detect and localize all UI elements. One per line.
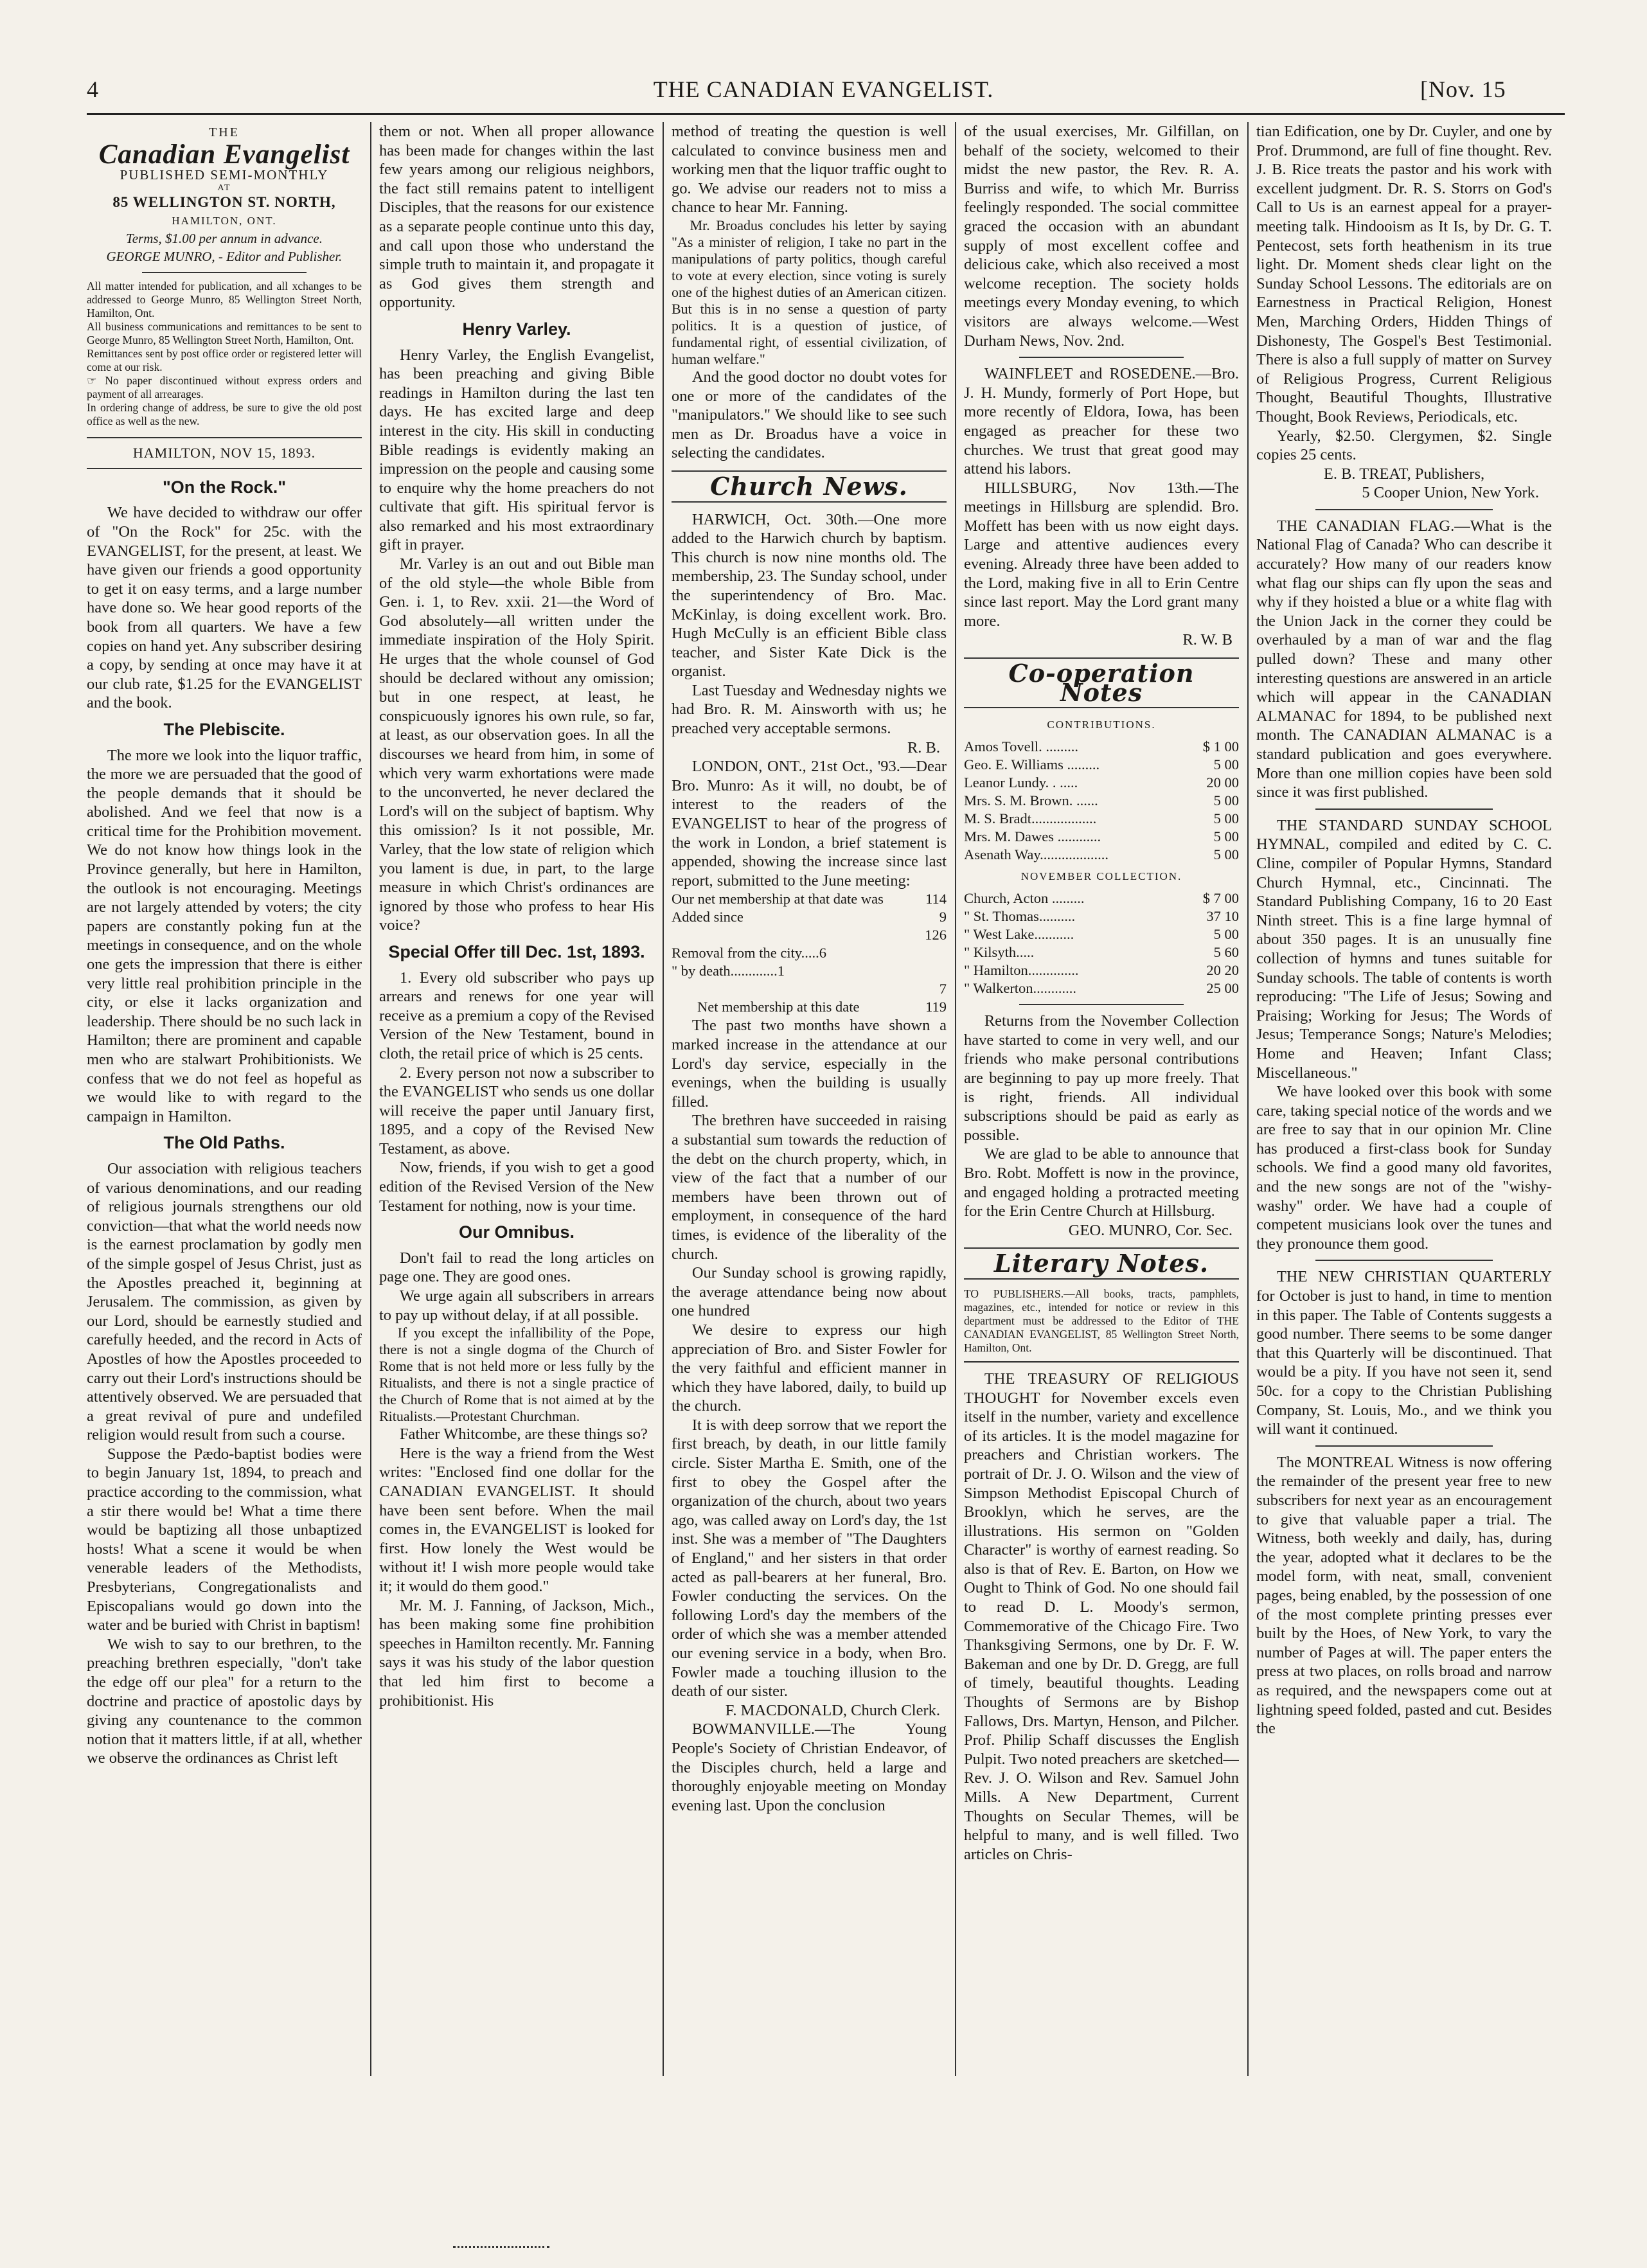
- table-row: [964, 738, 1239, 756]
- masthead-frequency: PUBLISHED SEMI-MONTHLY: [120, 167, 329, 183]
- table-row: [964, 792, 1239, 810]
- heading-special-offer: Special Offer till Dec. 1st, 1893.: [388, 942, 645, 961]
- heading-plebiscite: The Plebiscite.: [163, 719, 285, 739]
- newspaper-title: THE CANADIAN EVANGELIST.: [653, 76, 994, 102]
- article-text: THE CANADIAN FLAG.—What is the National Flag of Canada? Who can describe it accurately? How many of our readers know what flag our ships can fly upon the seas and why if they hoisted a blue or a white flag with the Union Jack in the corner they could be overhauled by a man of war and the flag pulled down? These and many other interesting questions are answered in an article which will appear in the CANADIAN ALMANAC for 1894, to be published next month. The CANADIAN ALMANAC is a standard publication and goes everywhere. More than one million copies have been sold since it was first published.: [1256, 517, 1552, 801]
- row-label: Added since: [672, 909, 743, 925]
- article-text: Yearly, $2.50. Clergymen, $2. Single copies 25 cents.: [1256, 427, 1552, 464]
- article-text: Mr. Broadus concludes his letter by saying "As a minister of religion, I take no part in the manipulations of party politics, though careful to vote at every election, since voting is surely one of the highest duties of an American citizen. But this is in no sense a question of party politics. It is a question of justice, of fundamental right, of essential civilization, of human welfare.": [672, 217, 947, 367]
- row-value: 9: [939, 909, 947, 925]
- masthead-at: AT: [217, 183, 231, 193]
- article-text: method of treating the question is well calculated to convince business men and working men that the liquor traffic ought to go. We advise our readers not to miss a chance to hear Mr. Fanning.: [672, 123, 947, 217]
- column-3: [672, 122, 947, 2089]
- article-text: Here is the way a friend from the West writes: "Enclosed find one dollar for the CANADIAN EVANGELIST. It should have been sent before. When the mail comes in, the EVANGELIST is looked for first. How lonely the West would be without it! I wish more people would take it; it would do them good.": [379, 1444, 654, 1595]
- table-row: [672, 908, 947, 926]
- table-row: [964, 961, 1239, 979]
- column-4: [964, 122, 1239, 2089]
- heading-henry-varley: Henry Varley.: [462, 319, 571, 339]
- masthead-name: Canadian Evangelist: [98, 139, 350, 170]
- article-text: Our association with religious teachers of various denominations, and our reading of religious journals strengthens our old conviction—that what the world needs now is the earnest proclamation by godly men of the simple gospel of Jesus Christ, just as the Apostles preached it, beginning at Jerusalem. The commission, as given by our Lord, should be earnestly studied and carefully heeded, and the record in Acts of Apostles of how the Apostles proceeded to carry out their Lord's instructions should be attentively observed. We are persuaded that a great revival of pure and undefiled religion would result from such a course.: [87, 1159, 362, 1444]
- article-text: Our Sunday school is growing rapidly, the average attendance being now about one hundred: [672, 1264, 947, 1320]
- notice-text: In ordering change of address, be sure to give the old post office as well as the new.: [87, 401, 362, 428]
- article-text: Mr. M. J. Fanning, of Jackson, Mich., has been making some fine prohibition speeches in Hamilton recently. Mr. Fanning says it was his study of the labor question that led him first to become a prohibitionist. His: [379, 1596, 654, 1710]
- page-number: 4: [87, 76, 99, 102]
- article-text: of the usual exercises, Mr. Gilfillan, on behalf of the society, welcomed to their midst the new pastor, the Rev. R. A. Burriss and wife, to which Mr. Burriss feelingly responded. The social committee graced the occasion with an abundant supply of most excellent coffee and delicious cake, which also received a most welcome reception. The society holds meetings every Monday evening, to which visitors are always welcome.—West Durham News, Nov. 2nd.: [964, 123, 1239, 350]
- article-text: We have looked over this book with some care, taking special notice of the words and we are free to say that in our opinion Mr. Cline has produced a first-class book for Sunday schools. We find a good many old favorites, and the new songs are not of the "wishy-washy" order. We have had a couple of competent musicians look over the tunes and they pronounce them good.: [1256, 1083, 1552, 1253]
- row-label: Asenath Way...................: [964, 846, 1109, 863]
- column-2: [379, 122, 654, 2089]
- row-label: Net membership at this date: [697, 999, 860, 1015]
- dateline: HAMILTON, NOV 15, 1893.: [87, 437, 362, 469]
- row-label: Our net membership at that date was: [672, 891, 884, 907]
- article-text: them or not. When all proper allowance has been made for changes within the last few years among our religious neighbors, the fact still remains patent to intelligent Disciples, that the reasons for our existence as a separate people continue unto this day, and call upon those who understand the simple truth to maintain it, and propagate it as God gives them strength and opportunity.: [379, 123, 654, 312]
- article-text: 2. Every person not now a subscriber to the EVANGELIST who sends us one dollar will receive the paper until January first, 1895, and a copy of the Revised New Testament, as above.: [379, 1064, 654, 1157]
- column-divider: [663, 122, 664, 2076]
- article-text: If you except the infallibility of the Pope, there is not a single dogma of the Church of Rome that is not held more or less fully by the Ritualists, and there is not a single practice of the Church of Rome that is not aimed at by the Ritualists.—Protestant Churchman.: [379, 1325, 654, 1425]
- article-text: It is with deep sorrow that we report the first breach, by death, in our little family circle. Sister Martha E. Smith, one of the first to obey the Gospel after the organization of the church, about two years ago, was called away on Lord's day, the 1st inst. She was a member of "The Daughters of England," and her sisters in that order acted as pall-bearers at her funeral, Bro. Fowler conducting the services. On the following Lord's day the members of the order of which she was a member attended our evening service in a body, when Bro. Fowler made a touching illusion to the death of our sister.: [672, 1416, 947, 1701]
- article-text: WAINFLEET and ROSEDENE.—Bro. J. H. Mundy, formerly of Port Hope, but more recently of Eldora, Iowa, has been engaged as preacher for these two churches. We trust that great good may attend his labors.: [964, 365, 1239, 478]
- column-5: [1256, 122, 1552, 2089]
- table-row: [672, 890, 947, 908]
- masthead-terms: Terms, $1.00 per annum in advance.: [125, 231, 323, 247]
- divider: [1315, 1445, 1493, 1447]
- row-label: Amos Tovell. .........: [964, 738, 1079, 755]
- table-row: [964, 979, 1239, 997]
- signature: F. MACDONALD, Church Clerk.: [725, 1701, 940, 1719]
- table-row: [964, 756, 1239, 774]
- masthead-address: 85 WELLINGTON ST. NORTH,: [112, 194, 336, 211]
- column-divider: [1247, 122, 1249, 2076]
- issue-date: [Nov. 15: [1420, 76, 1506, 102]
- article-text: Henry Varley, the English Evangelist, has been preaching and giving Bible readings in Hamilton during the last ten days. He has excited large and deep interest in the city. His skill in conducting Bible readings is evidently making an impression on the people and causing some to enquire why the home preachers do not cultivate that gift. His spiritual fervor is also remarked and his most extraordinary gift in prayer.: [379, 346, 654, 554]
- table-row: [672, 962, 947, 980]
- divider: [1315, 808, 1493, 810]
- notice-text: Remittances sent by post office order or registered letter will come at our risk.: [87, 347, 362, 374]
- heading-literary-notes: Literary Notes.: [964, 1247, 1239, 1280]
- row-value: 5 00: [1213, 846, 1239, 863]
- masthead-editor: GEORGE MUNRO, - Editor and Publisher.: [106, 249, 343, 265]
- table-title: NOVEMBER COLLECTION.: [1020, 870, 1182, 883]
- row-value: 5 00: [1213, 810, 1239, 827]
- heading-on-the-rock: "On the Rock.": [162, 477, 287, 497]
- table-row: [964, 828, 1239, 846]
- article-text: Father Whitcombe, are these things so?: [399, 1425, 648, 1443]
- heading-old-paths: The Old Paths.: [163, 1133, 285, 1153]
- publisher-name: E. B. TREAT, Publishers,: [1323, 465, 1485, 483]
- article-text: LONDON, ONT., 21st Oct., '93.—Dear Bro. Munro: As it will, no doubt, be of interest to the readers of the EVANGELIST to hear of the progress of the work in London, a brief statement is appended, showing the increase since last report, submitted to the June meeting:: [672, 758, 947, 889]
- article-text: We wish to say to our brethren, to the preaching brethren especially, "don't take the edge off our plea" for a return to the doctrine and practice of apostolic days by giving any countenance to the common notion that it matters little, if at all, whether we observe the ordinances as Christ left: [87, 1635, 362, 1767]
- table-row: [672, 980, 947, 998]
- masthead-the: THE: [209, 125, 240, 139]
- column-divider: [955, 122, 956, 2076]
- article-text: We have decided to withdraw our offer of "On the Rock" for 25c. with the EVANGELIST, for the present, at least. We have given our friends a good opportunity to get it on easy terms, and a large number have done so. We hear good reports of the book from all quarters. We have a few copies on hand yet. Any subscriber desiring a copy, by sending at once may have it at our club rate, $1.25 for the EVANGELIST and the book.: [87, 504, 362, 712]
- row-label: M. S. Bradt..................: [964, 810, 1097, 827]
- notice-text: ☞ No paper discontinued without express orders and payment of all arrearages.: [87, 374, 362, 401]
- table-row: [672, 944, 947, 962]
- table-row: [964, 907, 1239, 925]
- notice-text: All business communications and remittances to be sent to George Munro, 85 Wellington Street North, Hamilton, Ont.: [87, 320, 362, 347]
- row-value: 5 00: [1213, 756, 1239, 773]
- article-text: We urge again all subscribers in arrears to pay up without delay, if at all possible.: [379, 1287, 654, 1324]
- article-text: Last Tuesday and Wednesday nights we had Bro. R. M. Ainsworth with us; he preached very acceptable sermons.: [672, 681, 947, 738]
- row-label: Mrs. M. Dawes ............: [964, 828, 1101, 845]
- row-value: 25 00: [1206, 980, 1239, 997]
- article-text: tian Edification, one by Dr. Cuyler, and one by Prof. Drummond, are full of fine thought. Rev. J. B. Rice treats the pastor and his work with excellent judgment. Dr. R. S. Storrs on God's Call to Us is an earnest appeal for a prayer-meeting talk. Hindooism as It Is, by Dr. G. T. Pentecost, sets forth heathenism in its true light. Dr. Moment sheds clear light on the Sunday School Lessons. The editorials are on Earnestness in Practical Religion, Honest Men, Marching Orders, Hidden Things of Dishonesty, The Gospel's Best Testimonial. There is also a full supply of matter on Survey of Religious Progress, Current Religious Thought, Beautiful Thoughts, Illustrative Thought, Book Reviews, Periodicals, etc.: [1256, 123, 1552, 425]
- article-text: HARWICH, Oct. 30th.—One more added to the Harwich church by baptism. This church is now nine months old. The membership, 23. The Sunday school, under the superintendency of Bro. Mac. McKinlay, is doing excellent work. Bro. Hugh McCully is an efficient Bible class teacher, and Sister Kate Dick is the organist.: [672, 510, 947, 681]
- divider: [1019, 1004, 1184, 1005]
- row-value: 5 00: [1213, 926, 1239, 943]
- column-1: [87, 122, 362, 2089]
- row-label: Leanor Lundy. . .....: [964, 774, 1078, 791]
- article-text: HILLSBURG, Nov 13th.—The meetings in Hillsburg are splendid. Bro. Moffett has been with us now eight days. Large and attentive audiences every evening. Already three have been added to the Lord, making five in all to Erin Centre since last report. May the Lord grant many more.: [964, 479, 1239, 630]
- article-text: 1. Every old subscriber who pays up arrears and renews for one year will receive as a premium a copy of the Revised Version of the New Testament, bound in cloth, the retail price of which is 25 cents.: [379, 969, 654, 1062]
- notice-text: All matter intended for publication, and all xchanges to be addressed to George Munro, 85 Wellington Street North, Hamilton, Ont.: [87, 280, 362, 320]
- heading-co-operation-notes: Co-operation Notes: [964, 657, 1239, 708]
- article-text: The past two months have shown a marked increase in the attendance at our Lord's day service, especially in the evenings, when the building is usually filled.: [672, 1017, 947, 1111]
- row-value: 5 00: [1213, 828, 1239, 845]
- row-label: Mrs. S. M. Brown. ......: [964, 792, 1098, 809]
- row-value: 5 00: [1213, 792, 1239, 809]
- article-text: The brethren have succeeded in raising a substantial sum towards the reduction of the debt on the church property, which, in view of the fact that a number of our members have been thrown out of employment, in consequence of the hard times, is evidence of the liberality of the church.: [672, 1112, 947, 1263]
- divider: [1315, 509, 1493, 510]
- divider: [1315, 1260, 1493, 1261]
- table-row: [672, 998, 947, 1016]
- divider: [142, 272, 307, 273]
- row-label: " St. Thomas..........: [964, 908, 1076, 925]
- article-text: Now, friends, if you wish to get a good edition of the Revised Version of the New Testament for nothing, now is your time.: [379, 1159, 654, 1215]
- table-row: [672, 926, 947, 944]
- membership-table: [672, 890, 947, 1016]
- row-value: 119: [925, 999, 947, 1015]
- heading-church-news: Church News.: [672, 470, 947, 503]
- table-row: [964, 943, 1239, 961]
- row-label: Church, Acton .........: [964, 890, 1085, 907]
- row-value: 37 10: [1206, 908, 1239, 925]
- table-row: [964, 889, 1239, 907]
- table-row: [964, 925, 1239, 943]
- article-text: Suppose the Pædo-baptist bodies were to begin January 1st, 1894, to preach and practice according to the commission, what a stir there would be! What a time there would be baptizing all those unbaptized hosts! What a scene it would be when venerable leaders of the Methodists, Presbyterians, Congregationalists and Episcopalians would go down into the water and be buried with Christ in baptism!: [87, 1445, 362, 1634]
- row-value: $ 7 00: [1202, 890, 1239, 907]
- row-value: $ 1 00: [1202, 738, 1239, 755]
- table-row: [964, 846, 1239, 864]
- publisher-address: 5 Cooper Union, New York.: [1362, 484, 1539, 502]
- table-row: [964, 810, 1239, 828]
- row-label: " Hamilton..............: [964, 962, 1079, 979]
- row-value: 126: [925, 927, 947, 943]
- article-text: Returns from the November Collection have started to come in very well, and our friends who make personal contributions are beginning to pay up more freely. That is right, friends. All individual subscriptions should be paid as early as possible.: [964, 1012, 1239, 1144]
- article-text: We desire to express our high appreciation of Bro. and Sister Fowler for the very faithful and efficient manner in which they have labored, daily, to build up the church.: [672, 1321, 947, 1415]
- article-text: The more we look into the liquor traffic, the more we are persuaded that the good of the people demands that it should be abolished. And we feel that now is a critical time for the Prohibition movement. We do not know how things look in the Province generally, but here in Hamilton, the outlook is not encouraging. Meetings are not largely attended by voters; the city papers are constantly poking fun at the meetings in consequence, and on the whole one gets the impression that there is either very little real prohibition principle in the city, or else it lacks organization and leadership. There should be no such lack in Hamilton; there are prominent and capable men who are stalwart Prohibitionists. We confess that we do not feel as hopeful as we would like to with regard to the campaign in Hamilton.: [87, 746, 362, 1125]
- article-text: Don't fail to read the long articles on page one. They are good ones.: [379, 1249, 654, 1286]
- row-value: 20 00: [1206, 774, 1239, 791]
- heading-our-omnibus: Our Omnibus.: [458, 1222, 574, 1242]
- publishers-notice: TO PUBLISHERS.—All books, tracts, pamphlets, magazines, etc., intended for notice or review in this department must be addressed to the Editor of THE CANADIAN EVANGELIST, 85 Wellington Street North, Hamilton, Ont.: [964, 1287, 1239, 1354]
- article-text: THE TREASURY OF RELIGIOUS THOUGHT for November excels even itself in the number, variety and excellence of its articles. It is the model magazine for preachers and Christian workers. The portrait of Dr. J. O. Wilson and the view of Simpson Methodist Episcopal Church of Brooklyn, which he serves, are the illustrations. His sermon on "Golden Character" is worthy of earnest reading. So also is that of Rev. E. Barton, on How we Ought to Think of God. No one should fail to read D. L. Moody's sermon, Commemorative of the Chicago Fire. Two Thanksgiving Sermons, one by Dr. F. W. Bakeman and one by Dr. D. Gregg, are full of timely, beautiful thoughts. Leading Thoughts of Sermons are by Bishop Fallows, Drs. Martyn, Henson, and Pilcher. Prof. Philip Schaff discusses the English Pulpit. Two noted preachers are sketched—Rev. J. O. Wilson and Rev. Samuel John Mills. A New Department, Current Thoughts on Secular Themes, will be helpful to many, and is well filled. Two articles on Chris-: [964, 1370, 1239, 1863]
- article-text: The MONTREAL Witness is now offering the remainder of the present year free to new subscribers for next year as an encouragement to give that valuable paper a trial. The Witness, both weekly and daily, has, during the year, adopted what it declares to be the model form, with neat, small, convenient pages, being enabled, by the possession of one of the most complete printing presses ever built by the Hoes, of New York, to vary the number of Pages at will. The paper enters the press at two places, on rolls broad and narrow as required, and the newspapers come out at lightning speed folded, pasted and cut. Besides the: [1256, 1453, 1552, 1738]
- divider: [1019, 357, 1184, 358]
- signature: GEO. MUNRO, Cor. Sec.: [1068, 1221, 1233, 1239]
- contributions-table: [964, 716, 1239, 997]
- column-divider: [370, 122, 371, 2076]
- masthead-notices: [87, 280, 362, 428]
- row-value: 7: [939, 981, 947, 997]
- table-title: CONTRIBUTIONS.: [1047, 719, 1156, 731]
- article-text: THE STANDARD SUNDAY SCHOOL HYMNAL, compiled and edited by C. C. Cline, compiler of Popular Hymns, Standard Church Hymnal, etc., Cincinnati. The Standard Publishing Company, 16 to 20 East Ninth street. This is a fine large hymnal of about 350 pages. It is an unusually fine collection of hymns and tunes suitable for Sunday schools. The table of contents is worth reproducing: "The Life of Jesus; Sowing and Praising; Working for Jesus; The Words of Jesus; Temperance Songs; Nature's Melodies; Home and Heaven; Infant Class; Miscellaneous.": [1256, 816, 1552, 1082]
- article-text: Mr. Varley is an out and out Bible man of the old style—the whole Bible from Gen. i. 1, to Rev. xxii. 21—the Word of God absolutely—all written under the immediate inspiration of the Holy Spirit. He urges that the whole counsel of God should be declared without any omission; but in one respect, at least, he conspicuously ignores his own rule, so far, at least, as our observation goes. In all the discourses we heard from him, in some of which very warm exhortations were made to the unconverted, he never declared the Lord's will on the subject of baptism. Why this omission? Is it not possible, Mr. Varley, that the low state of religion which you lament is due, in part, to the large measure in which Christ's ordinances are ignored by those who profess to hear His voice?: [379, 555, 654, 934]
- divider: [964, 1361, 1239, 1363]
- masthead-city: HAMILTON, ONT.: [172, 215, 277, 228]
- row-value: 5 60: [1213, 944, 1239, 961]
- signature: R. W. B: [1182, 631, 1233, 649]
- article-text: BOWMANVILLE.—The Young People's Society of Christian Endeavor, of the Disciples church, held a large and thoroughly enjoyable meeting on Monday evening last. Upon the conclusion: [672, 1720, 947, 1814]
- article-text: And the good doctor no doubt votes for one or more of the candidates of the "manipulators." We should like to see such men as Dr. Broadus have a voice in selecting the candidates.: [672, 368, 947, 462]
- row-value: 114: [925, 891, 947, 907]
- row-label: " Kilsyth.....: [964, 944, 1035, 961]
- row-label: Removal from the city.....6: [672, 945, 826, 961]
- article-text: We are glad to be able to announce that Bro. Robt. Moffett is now in the province, and engaged holding a protracted meeting for the Erin Centre Church at Hillsburg.: [964, 1145, 1239, 1220]
- row-label: " West Lake...........: [964, 926, 1074, 943]
- row-label: " by death.............1: [672, 963, 785, 979]
- signature: R. B.: [907, 738, 940, 756]
- row-value: 20 20: [1206, 962, 1239, 979]
- article-text: THE NEW CHRISTIAN QUARTERLY for October is just to hand, in time to mention in this paper. The Table of Contents suggests a good number. There seems to be some danger that this Quarterly will be discontinued. That would be a pity. If you have not seen it, send 50c. for a copy to the Christian Publishing Company, St. Louis, Mo., and we think you will want it continued.: [1256, 1268, 1552, 1438]
- ink-mark: [453, 2246, 549, 2252]
- row-label: Geo. E. Williams .........: [964, 756, 1100, 773]
- table-row: [964, 774, 1239, 792]
- row-label: " Walkerton............: [964, 980, 1077, 997]
- header-rule: [87, 113, 1565, 115]
